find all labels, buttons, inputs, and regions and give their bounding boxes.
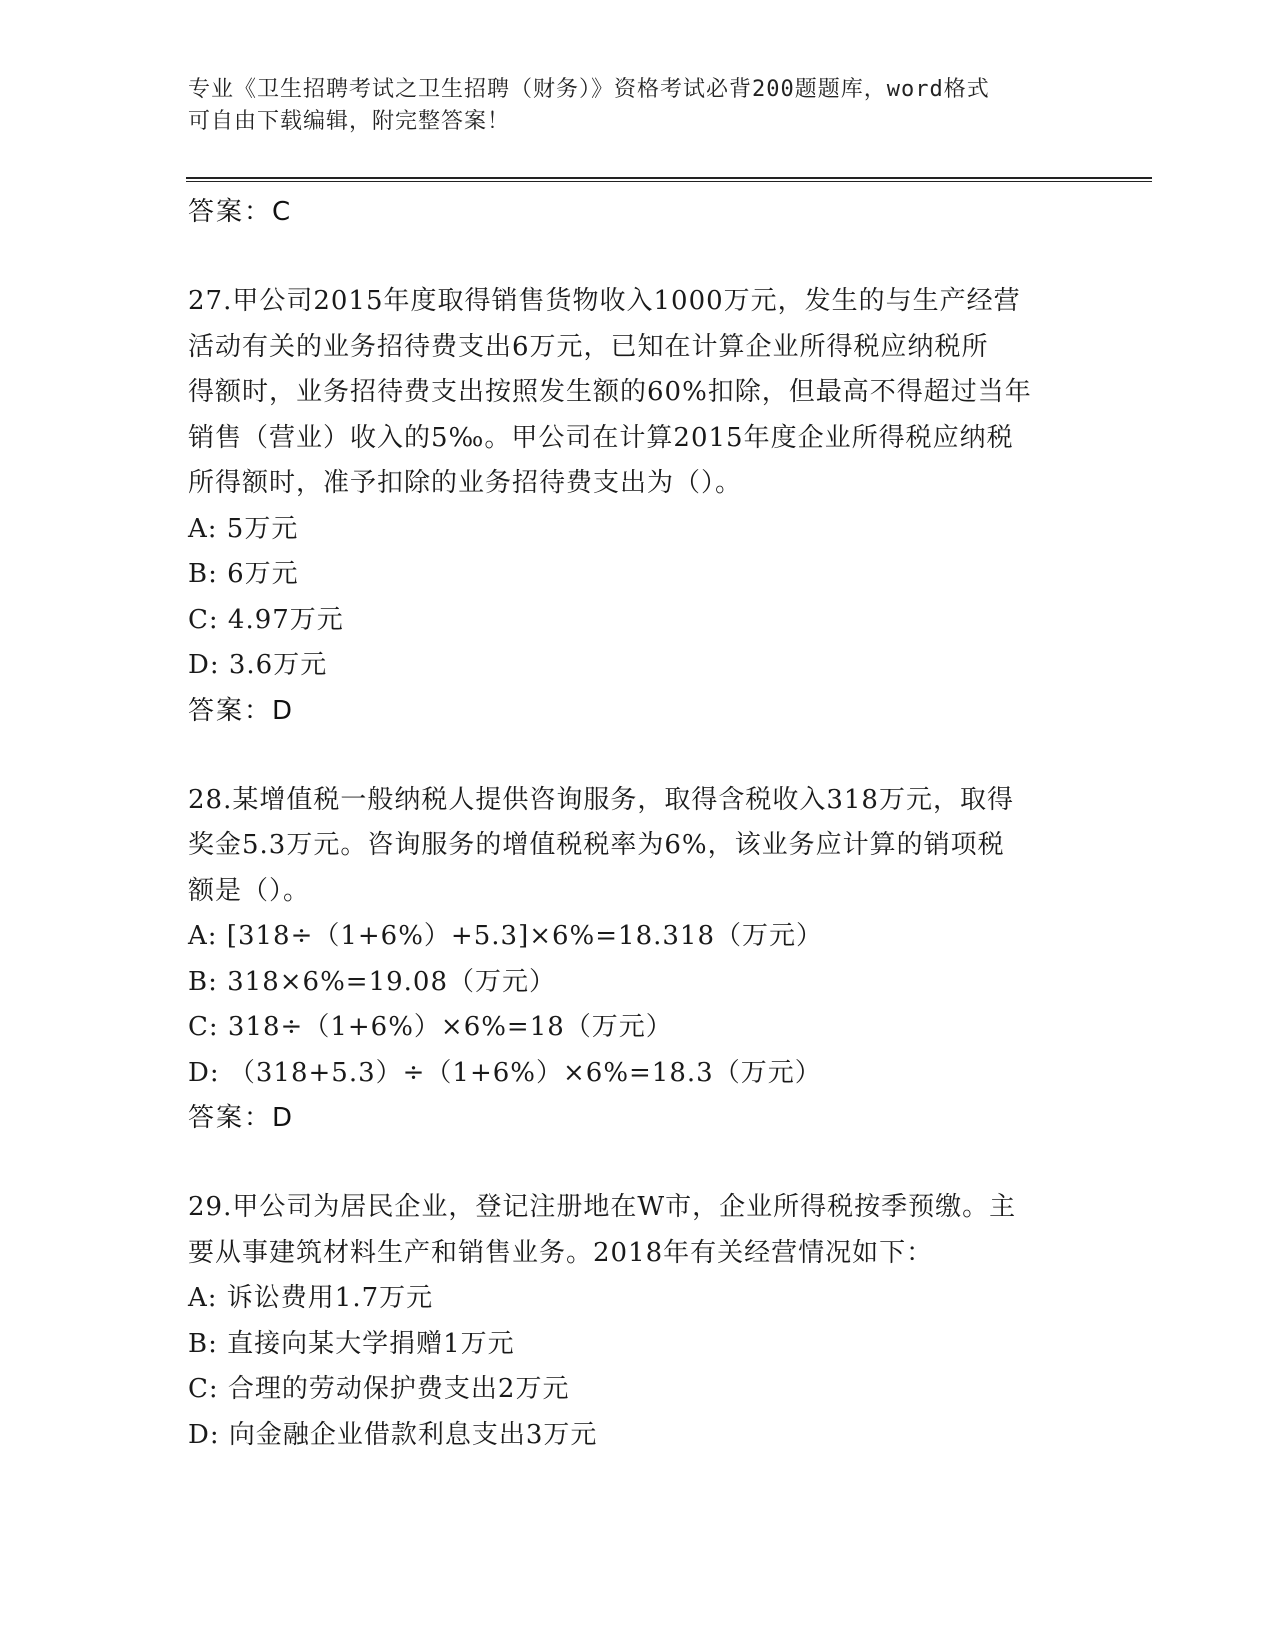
previous-answer: 答案：C [188, 197, 293, 227]
question-27 [188, 279, 1088, 733]
stem-line: 28.某增值税一般纳税人提供咨询服务，取得含税收入318万元，取得 [188, 784, 1014, 815]
stem-line: 所得额时，准予扣除的业务招待费支出为（）。 [188, 468, 743, 498]
stem-line: 要从事建筑材料生产和销售业务。2018年有关经营情况如下： [188, 1237, 934, 1268]
option-c: C: 4.97万元 [188, 604, 344, 635]
stem-line: 活动有关的业务招待费支出6万元，已知在计算企业所得税应纳税所 [188, 331, 989, 362]
option-b: B: 6万元 [188, 559, 299, 589]
question-stem [188, 1185, 1088, 1276]
question-28 [188, 778, 1088, 1141]
answer-label: 答案：D [188, 1103, 295, 1133]
question-stem [188, 279, 1088, 507]
question-content [188, 190, 1088, 1458]
option-a: A: 5万元 [188, 513, 299, 544]
header-line-1: 专业《卫生招聘考试之卫生招聘（财务）》资格考试必背200题题库，word格式 [188, 77, 990, 102]
stem-line: 销售（营业）收入的5‰。甲公司在计算2015年度企业所得税应纳税 [188, 422, 1014, 453]
answer-label: 答案：D [188, 695, 295, 726]
page-header [188, 74, 1068, 138]
question-29 [188, 1185, 1088, 1458]
option-d: D: （318+5.3）÷（1+6%）×6%=18.3（万元） [188, 1057, 822, 1088]
stem-line: 额是（）。 [188, 875, 311, 906]
header-divider [186, 177, 1152, 182]
question-stem [188, 778, 1088, 915]
option-b: B: 直接向某大学捐赠1万元 [188, 1328, 515, 1359]
stem-line: 29.甲公司为居民企业，登记注册地在W市，企业所得税按季预缴。主 [188, 1192, 1017, 1222]
option-d: D: 3.6万元 [188, 650, 328, 680]
option-a: A: [318÷（1+6%）+5.3]×6%=18.318（万元） [188, 921, 823, 951]
stem-line: 27.甲公司2015年度取得销售货物收入1000万元，发生的与生产经营 [188, 286, 1021, 316]
option-d: D: 向金融企业借款利息支出3万元 [188, 1419, 598, 1450]
option-a: A: 诉讼费用1.7万元 [188, 1283, 434, 1313]
option-c: C: 合理的劳动保护费支出2万元 [188, 1374, 570, 1404]
option-b: B: 318×6%=19.08（万元） [188, 966, 557, 997]
stem-line: 得额时，业务招待费支出按照发生额的60%扣除，但最高不得超过当年 [188, 377, 1032, 407]
option-c: C: 318÷（1+6%）×6%=18（万元） [188, 1012, 673, 1042]
header-line-2: 可自由下载编辑，附完整答案！ [188, 109, 511, 134]
stem-line: 奖金5.3万元。咨询服务的增值税税率为6%，该业务应计算的销项税 [188, 830, 1005, 860]
